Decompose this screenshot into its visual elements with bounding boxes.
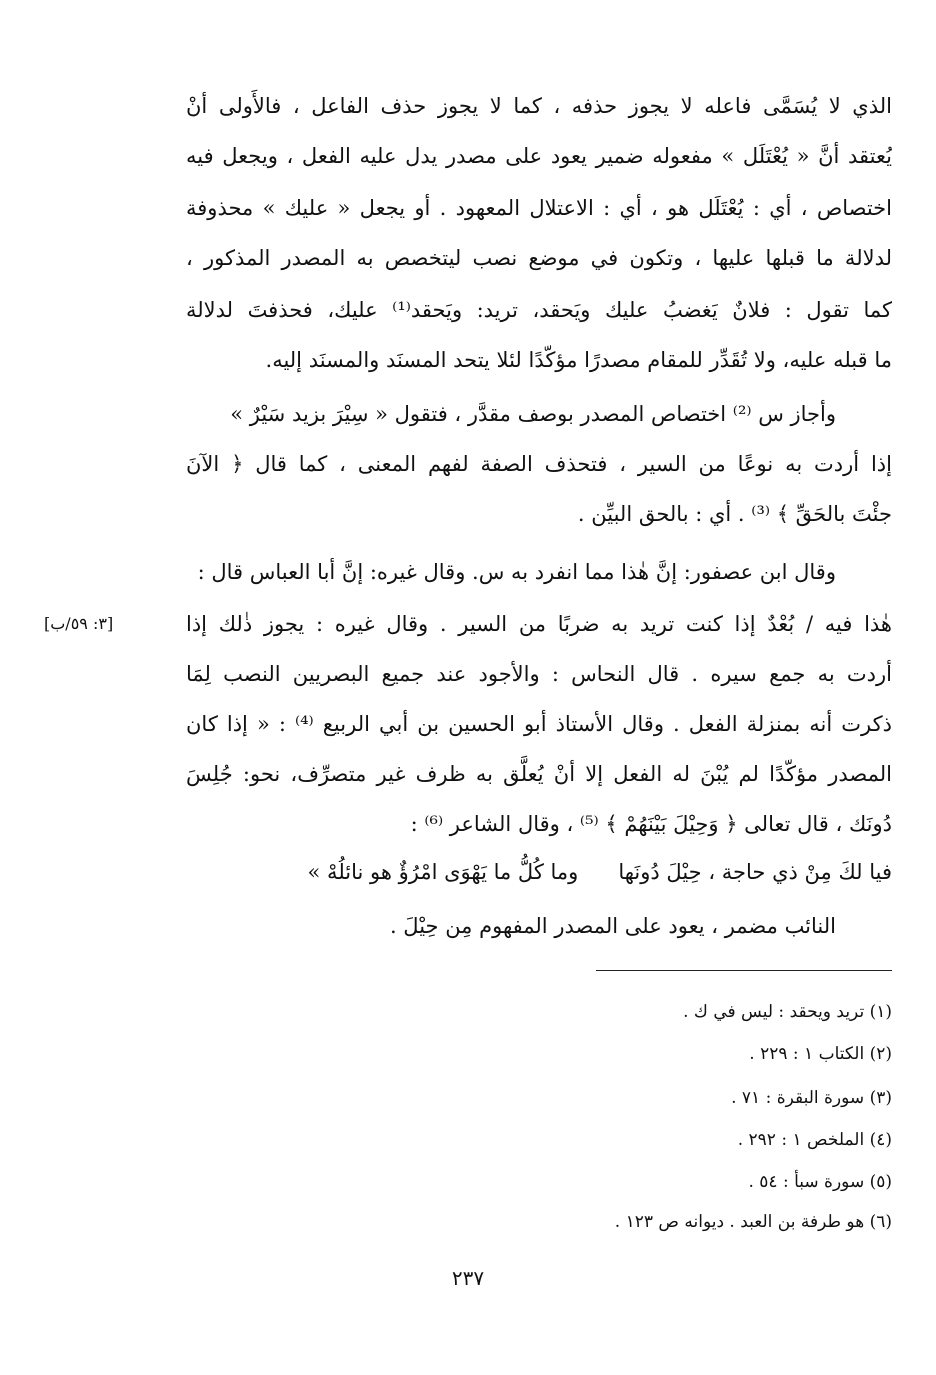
footnote: (٦) هو طرفة بن العبد . ديوانه ص ١٢٣ . — [614, 1212, 892, 1232]
text-line: المصدر مؤكّدًا لم يُبْنَ له الفعل إلا أنْ يُعلَّق به ظرف غير متصرِّف، نحو: جُلِسَ — [186, 762, 892, 786]
text-line: هٰذا فيه / بُعْدٌ إذا كنت تريد به ضربًا من السير . وقال غيره : يجوز ذٰلك إذا — [186, 612, 892, 636]
footnote: (٣) سورة البقرة : ٧١ . — [731, 1088, 892, 1108]
page-number: ٢٣٧ — [451, 1266, 485, 1290]
text-line: ما قبله عليه، ولا تُقَدِّر للمقام مصدرًا مؤكّدًا لئلا يتحد المسنَد والمسنَد إليه. — [265, 348, 892, 372]
footnote: (٥) سورة سبأ : ٥٤ . — [748, 1172, 892, 1192]
text-line: كما تقول : فلانٌ يَغضبُ عليك ويَحقد، تريد: ويَحقد⁽¹⁾ عليك، فحذفتَ لدلالة — [186, 298, 892, 322]
margin-reference: [٣: ٥٩/ب] — [44, 614, 114, 633]
footnote-divider — [596, 970, 892, 971]
text-line: وقال ابن عصفور: إنَّ هٰذا مما انفرد به س. وقال غيره: إنَّ أبا العباس قال : — [197, 560, 836, 584]
text-line: دُونَك ، قال تعالى ﴿ وَحِيْلَ بَيْنَهُمْ ﴾ ⁽⁵⁾ ، وقال الشاعر ⁽⁶⁾ : — [410, 812, 892, 836]
footnote: (١) تريد ويحقد : ليس في ك . — [683, 1002, 892, 1022]
text-line: إذا أردت به نوعًا من السير ، فتحذف الصفة لفهم المعنى ، كما قال ﴿ الآنَ — [186, 452, 892, 476]
text-line: جئْتَ بالحَقِّ ﴾ ⁽³⁾ . أي : بالحق البيِّن . — [577, 502, 892, 526]
text-line: وأجاز س ⁽²⁾ اختصاص المصدر بوصف مقدَّر ، فتقول « سِيْرَ بزيد سَيْرٌ » — [230, 402, 836, 426]
text-line: لدلالة ما قبلها عليها ، وتكون في موضع نصب ليتخصص به المصدر المذكور ، — [186, 246, 892, 270]
text-line: ذكرت أنه بمنزلة الفعل . وقال الأستاذ أبو الحسين بن أبي الربيع ⁽⁴⁾ : « إذا كان — [186, 712, 892, 736]
text-line: النائب مضمر ، يعود على المصدر المفهوم مِن حِيْلَ . — [389, 914, 836, 938]
text-line: أردت به جمع سيره . قال النحاس : والأجود عند جميع البصريين النصب لِمَا — [186, 662, 892, 686]
verse-line: فيا لكَ مِنْ ذي حاجة ، حِيْلَ دُونَها وما كُلُّ ما يَهْوَى امْرُؤٌ هو نائلُهْ » — [307, 860, 892, 884]
footnote: (٤) الملخص ١ : ٢٩٢ . — [737, 1130, 892, 1150]
footnote: (٢) الكتاب ١ : ٢٢٩ . — [749, 1044, 892, 1064]
text-line: الذي لا يُسَمَّى فاعله لا يجوز حذفه ، كما لا يجوز حذف الفاعل ، فالأَولى أنْ — [186, 94, 892, 118]
text-line: يُعتقد أنَّ « يُعْتَلَل » مفعوله ضمير يعود على مصدر يدل عليه الفعل ، ويجعل فيه — [186, 144, 892, 168]
text-line: اختصاص ، أي : يُعْتَلَل هو ، أي : الاعتلال المعهود . أو يجعل « عليك » محذوفة — [186, 196, 892, 220]
